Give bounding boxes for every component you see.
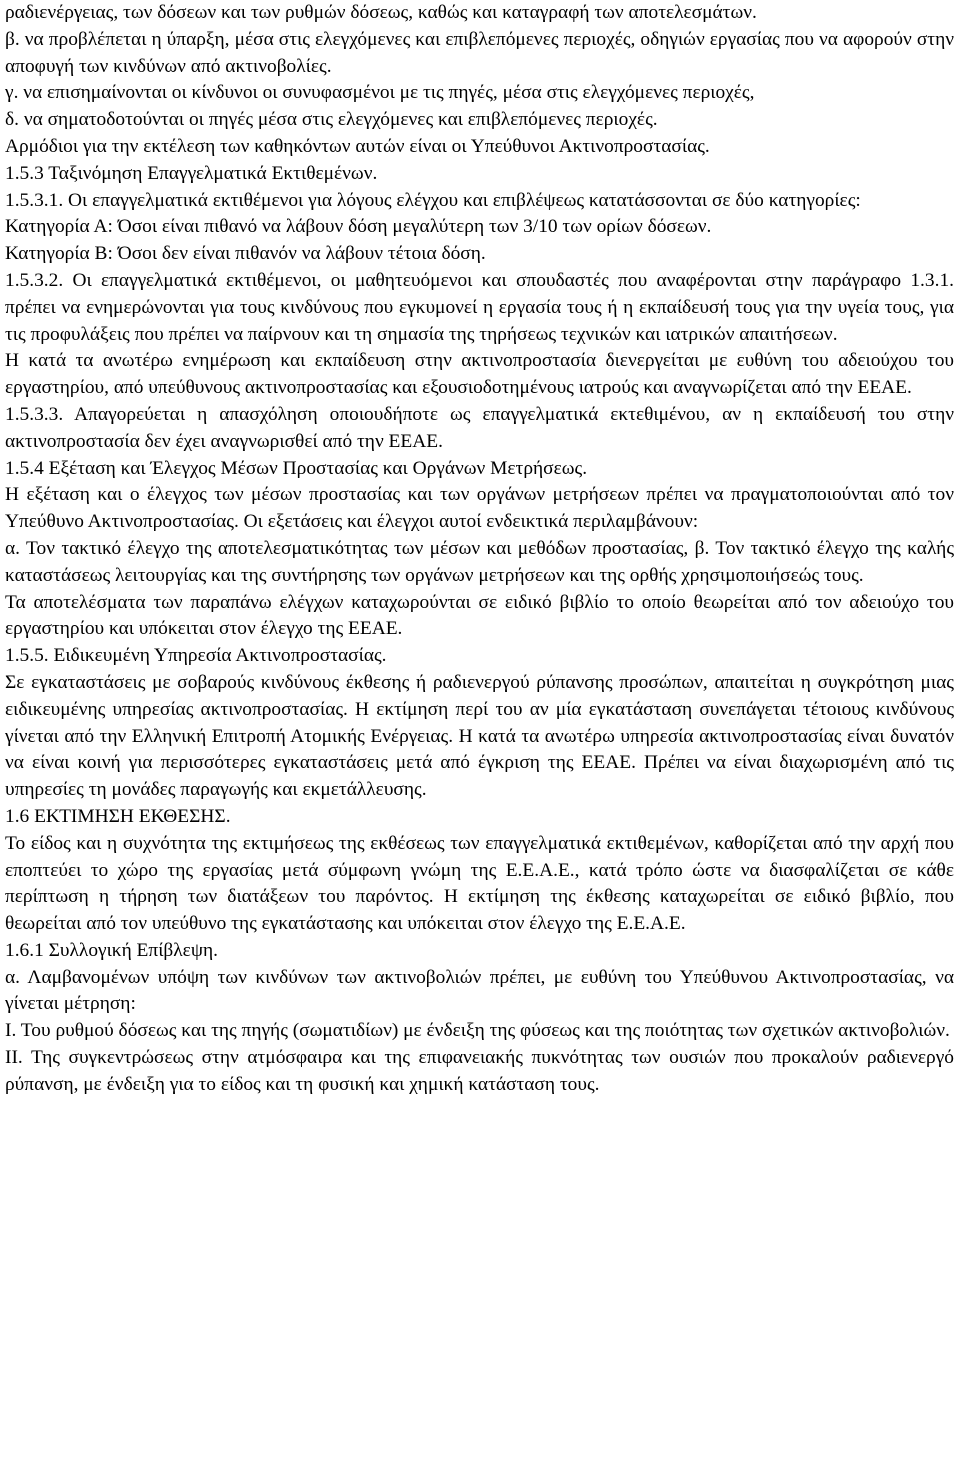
paragraph-training: Η κατά τα ανωτέρω ενημέρωση και εκπαίδευση στην ακτινοπροστασία διενεργείται με ευθύνη του αδειούχου του εργαστηρίου, από υπεύθυνους ακτινοπροστασίας και εξουσιοδοτημένους ιατρούς και αναγνωρίζεται από την ΕΕΑΕ. <box>5 350 954 399</box>
paragraph-item-c: γ. να επισημαίνονται οι κίνδυνοι οι συνυφασμένοι με τις πηγές, μέσα στις ελεγχόμενες περιοχές, <box>5 82 755 104</box>
paragraph-special-service: Σε εγκαταστάσεις με σοβαρούς κινδύνους έκθεσης ή ραδιενεργού ρύπανσης προσώπων, απαιτείται η συγκρότηση μιας ειδικευμένης υπηρεσίας ακτινοπροστασίας. Η εκτίμηση περί του αν μία εγκατάσταση συνεπάγεται τέτοιους κινδύνους γίνεται από την Ελληνική Επιτροπή Ατομικής Ενέργειας. Η κατά τα ανωτέρω υπηρεσία ακτινοπροστασίας είναι δυνατόν να είναι κοινή για περισσότερες εγκαταστάσεις μετά από έγκριση της ΕΕΑΕ. Πρέπει να είναι διαχωρισμένη από τις υπηρεσίες τη μονάδες παραγωγής και εκμετάλλευσης. <box>5 671 954 801</box>
paragraph-results-book: Τα αποτελέσματα των παραπάνω ελέγχων καταχωρούνται σε ειδικό βιβλίο το οποίο θεωρείται από τον αδειούχο του εργαστηρίου και υπόκειται στον έλεγχο της ΕΕΑΕ. <box>5 591 954 640</box>
section-heading-1-5-3: 1.5.3 Ταξινόμηση Επαγγελματικά Εκτιθεμένων. <box>5 162 378 184</box>
paragraph-1-5-3-2: 1.5.3.2. Οι επαγγελματικά εκτιθέμενοι, οι μαθητευόμενοι και σπουδαστές που αναφέρονται στην παράγραφο 1.3.1. πρέπει να ενημερώνονται για τους κινδύνους που εγκυμονεί η εργασία τους ή η εκπαίδευσή τους για την υγεία τους, για τις προφυλάξεις που πρέπει να παίρνουν και τη σημασία της τηρήσεως τεχνικών και ιατρικών απαιτήσεων. <box>5 269 954 345</box>
paragraph-measurement-i: Ι. Του ρυθμού δόσεως και της πηγής (σωματιδίων) με ένδειξη της φύσεως και της ποιότητας των σχετικών ακτινοβολιών. <box>5 1020 950 1042</box>
section-heading-1-6: 1.6 ΕΚΤΙΜΗΣΗ ΕΚΘΕΣΗΣ. <box>5 805 231 827</box>
paragraph-inspection-items: α. Τον τακτικό έλεγχο της αποτελεσματικότητας των μέσων και μεθόδων προστασίας, β. Τον τακτικό έλεγχο της καλής καταστάσεως λειτουργίας και της συντήρησης των οργάνων μετρήσεων και της ορθής χρησιμοποιήσεώς τους. <box>5 537 954 586</box>
paragraph-responsible: Αρμόδιοι για την εκτέλεση των καθηκόντων αυτών είναι οι Υπεύθυνοι Ακτινοπροστασίας. <box>5 135 710 157</box>
section-heading-1-5-5: 1.5.5. Ειδικευμένη Υπηρεσία Ακτινοπροστασίας. <box>5 645 387 667</box>
paragraph-measurement-ii: ΙΙ. Της συγκεντρώσεως στην ατμόσφαιρα και της επιφανειακής πυκνότητας των ουσιών που προκαλούν ραδιενεργό ρύπανση, με ένδειξη για το είδος και τη φυσική και χημική κατάσταση τους. <box>5 1047 954 1095</box>
paragraph-item-d: δ. να σηματοδοτούνται οι πηγές μέσα στις ελεγχόμενες και επιβλεπόμενες περιοχές. <box>5 109 658 131</box>
paragraph-exposure-estimate: Το είδος και η συχνότητα της εκτιμήσεως της εκθέσεως των επαγγελματικά εκτιθεμένων, καθορίζεται από την αρχή που εποπτεύει το χώρο της εργασίας μετά σύμφωνη γνώμη της Ε.Ε.Α.Ε., κατά τρόπο ώστε να διασφαλίζεται σε κάθε περίπτωση η τήρηση των διατάξεων του παρόντος. Η εκτίμηση της έκθεσης καταχωρείται σε ειδικό βιβλίο, που θεωρείται από τον υπεύθυνο της εγκατάστασης και υπόκειται στον έλεγχο της Ε.Ε.Α.Ε. <box>5 832 954 935</box>
paragraph-dose-records: ραδιενέργειας, των δόσεων και των ρυθμών δόσεως, καθώς και καταγραφή των αποτελεσμάτων. <box>5 2 757 23</box>
paragraph-measurement: α. Λαμβανομένων υπόψη των κινδύνων των ακτινοβολιών πρέπει, με ευθύνη του Υπεύθυνου Ακτινοπροστασίας, να γίνεται μέτρηση: <box>5 966 954 1015</box>
paragraph-category-a: Κατηγορία Α: Όσοι είναι πιθανό να λάβουν δόση μεγαλύτερη των 3/10 των ορίων δόσεων. <box>5 216 712 238</box>
paragraph-inspection: Η εξέταση και ο έλεγχος των μέσων προστασίας και των οργάνων μετρήσεων πρέπει να πραγματοποιούνται από τον Υπεύθυνο Ακτινοπροστασίας. Οι εξετάσεις και έλεγχοι αυτοί ενδεικτικά περιλαμβάνουν: <box>5 484 954 533</box>
section-heading-1-5-4: 1.5.4 Εξέταση και Έλεγχος Μέσων Προστασίας και Οργάνων Μετρήσεως. <box>5 457 588 479</box>
paragraph-1-5-3-3: 1.5.3.3. Απαγορεύεται η απασχόληση οποιουδήποτε ως επαγγελματικά εκτεθιμένου, αν η εκπαίδευσή του στην ακτινοπροστασία δεν έχει αναγνωρισθεί από την ΕΕΑΕ. <box>5 403 954 452</box>
paragraph-item-b: β. να προβλέπεται η ύπαρξη, μέσα στις ελεγχόμενες και επιβλεπόμενες περιοχές, οδηγιών εργασίας που να αφορούν στην αποφυγή των κινδύνων από ακτινοβολίες. <box>5 28 954 77</box>
paragraph-1-5-3-1: 1.5.3.1. Οι επαγγελματικά εκτιθέμενοι για λόγους ελέγχου και επιβλέψεως κατατάσσονται σε δύο κατηγορίες: <box>5 189 861 211</box>
paragraph-category-b: Κατηγορία Β: Όσοι δεν είναι πιθανόν να λάβουν τέτοια δόση. <box>5 243 486 265</box>
section-heading-1-6-1: 1.6.1 Συλλογική Επίβλεψη. <box>5 939 218 961</box>
